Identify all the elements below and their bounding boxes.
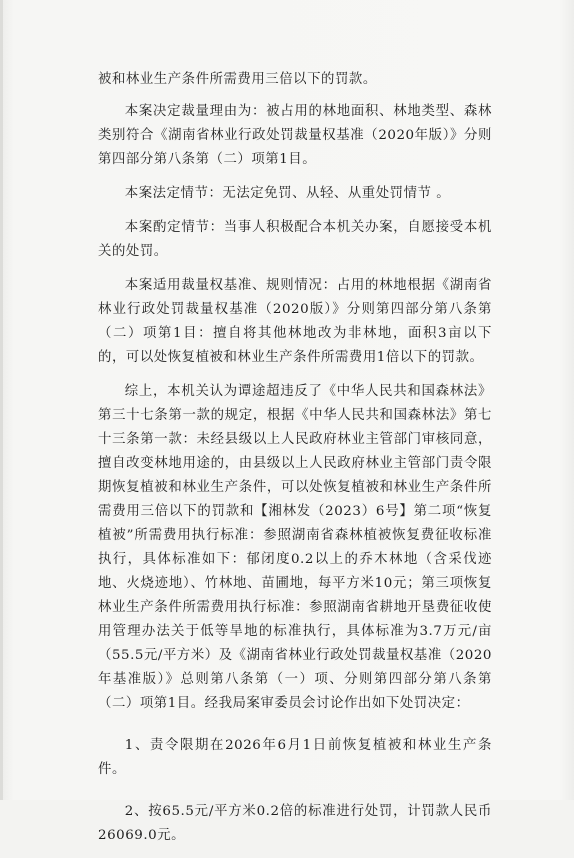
paragraph-legal-circumstances: 本案法定情节：无法定免罚、从轻、从重处罚情节 。 — [124, 186, 451, 201]
decision-item-1: 1、责令限期在2026年6月1日前恢复植被和林业生产条件。 — [98, 738, 492, 777]
decision-item-2: 2、按65.5元/平方米0.2倍的标准进行处罚，计罚款人民币26069.0元。 — [98, 804, 492, 843]
document-body — [98, 68, 492, 858]
paragraph-discretion-reason: 本案决定裁量理由为：被占用的林地面积、林地类型、森林类别符合《湖南省林业行政处罚裁量权基准（2020年版）》分则第四部分第八条第（二）项第1目。 — [98, 104, 492, 167]
paragraph-conclusion: 综上，本机关认为谭途超违反了《中华人民共和国森林法》第三十七条第一款的规定，根据《中华人民共和国森林法》第七十三条第一款：未经县级以上人民政府林业主管部门审核同意，擅自改变林地用途的，由县级以上人民政府林业主管部门责令限期恢复植被和林业生产条件，可以处恢复植被和林业生产条件所需费用三倍以下的罚款和【湘林发（2023）6号】第二项“恢复植被”所需费用执行标准：参照湖南省森林植被恢复费征收标准执行，具体标准如下：郁闭度0.2以上的乔木林地（含采伐迹地、火烧迹地）、竹林地、苗圃地，每平方米10元；第三项恢复林业生产条件所需费用执行标准：参照湖南省耕地开垦费征收使用管理办法关于低等旱地的标准执行，具体标准为3.7万元/亩（55.5元/平方米）及《湖南省林业行政处罚裁量权基准（2020年基准版）》总则第八条第（一）项、分则第四部分第八条第（二）项第1目。经我局案审委员会讨论作出如下处罚决定： — [98, 384, 492, 711]
scan-edge — [0, 0, 3, 800]
paragraph-discretionary-circumstances: 本案酌定情节：当事人积极配合本机关办案，自愿接受本机关的处罚。 — [98, 220, 492, 259]
paragraph-applicable-standard: 本案适用裁量权基准、规则情况：占用的林地根据《湖南省林业行政处罚裁量权基准（2020版）》分则第四部分第八条第（二）项第1目：擅自将其他林地改为非林地，面积3亩以下的，可以处恢复植被和林业生产条件所需费用1倍以下的罚款。 — [98, 278, 492, 365]
paragraph-penalty-tail: 被和林业生产条件所需费用三倍以下的罚款。 — [98, 72, 377, 87]
